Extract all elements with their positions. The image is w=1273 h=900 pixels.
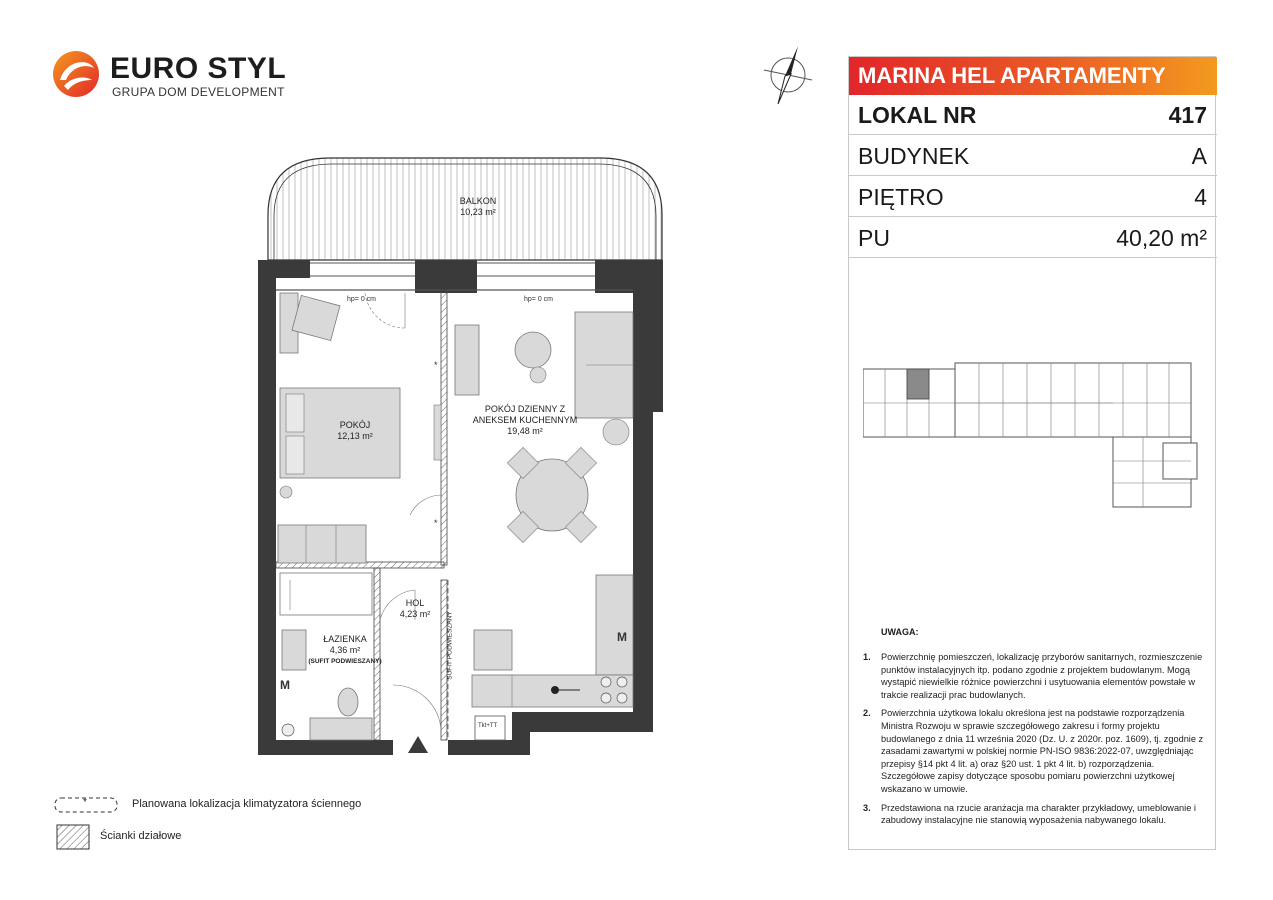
suspended-ceiling-label: SUFIT PODWIESZANY — [446, 611, 454, 680]
note-2-text: Powierzchnia użytkowa lokalu określona jest na podstawie rozporządzenia Ministra Rozwoju w sprawie szczegółowego zakresu i formy projektu budowlanego z dnia 11 września 2020 (Dz. U. z 2020r. poz. 1609), tj. zgodnie z zasadami zawartymi w polskiej normie PN-ISO 9836:2022-07, uwzględniając przepisy §14 pkt 4 lit. a) oraz §20 ust. 1 pkt 4 lit. b) rozporządzenia. Szczegółowe zapisy dotyczące sposobu pomiaru powierzchni użytkowej wskazano w umowie. — [881, 708, 1204, 794]
floor-plan — [250, 150, 670, 760]
living-name-line2: ANEKSEM KUCHENNYM — [472, 415, 578, 425]
notes-section — [863, 627, 1209, 833]
pu-label: PU — [858, 225, 890, 251]
living-name-line1: POKÓJ DZIENNY Z — [484, 404, 566, 414]
brand-subtitle: GRUPA DOM DEVELOPMENT — [112, 85, 285, 99]
bathroom-name: ŁAZIENKA — [323, 634, 367, 644]
info-panel — [848, 56, 1216, 850]
row-budynek — [849, 136, 1217, 176]
wall-left — [258, 260, 276, 755]
note-1-number: 1. — [863, 652, 871, 662]
row-pu — [849, 218, 1217, 258]
euro-styl-logo-icon — [52, 50, 100, 98]
hall-area-value: 4,23 m² — [399, 609, 431, 619]
row-lokal — [849, 95, 1217, 135]
ac-legend-symbol: * — [83, 797, 87, 808]
budynek-label: BUDYNEK — [858, 143, 970, 169]
wall-right — [633, 412, 653, 732]
floor-plan-drawing — [250, 150, 670, 760]
meter-symbol-kitchen: M — [617, 630, 627, 644]
lokal-label: LOKAL NR — [858, 102, 977, 128]
bathroom-label — [306, 634, 384, 667]
note-3-text: Przedstawiona na rzucie aranżacja ma charakter przykładowy, umeblowanie i zabudowy instalacyjne nie stanowią wyposażenia nabywanego lokalu. — [881, 802, 1196, 826]
bedroom-label — [320, 420, 390, 442]
wall-right-upper — [633, 260, 663, 412]
bedroom-area-value: 12,13 m² — [337, 431, 373, 441]
highlighted-unit — [907, 369, 929, 399]
building-key-plan — [863, 357, 1209, 519]
note-1 — [863, 651, 1209, 701]
legend-walls — [54, 824, 414, 850]
bathroom-ceiling-note: (SUFIT PODWIESZANY) — [308, 658, 382, 665]
euro-styl-logo — [52, 50, 292, 102]
living-label — [470, 404, 580, 437]
bedroom-name: POKÓJ — [339, 420, 371, 430]
budynek-value: A — [1191, 143, 1207, 169]
hall-name: HOL — [405, 598, 425, 608]
note-2 — [863, 707, 1209, 795]
brand-name: EURO STYL — [110, 52, 287, 85]
row-pietro — [849, 177, 1217, 217]
ac-legend-text: Planowana lokalizacja klimatyzatora ściennego — [132, 798, 362, 810]
project-title: MARINA HEL APARTAMENTY — [849, 57, 1217, 95]
notes-title: UWAGA: — [881, 627, 919, 637]
ac-symbol-living: * — [434, 518, 438, 528]
living-area-value: 19,48 m² — [507, 426, 543, 436]
meter-label: Tkt+TT — [478, 723, 498, 729]
north-arrow-icon — [758, 44, 818, 106]
hatched-wall-icon — [56, 824, 90, 850]
bathroom-area-value: 4,36 m² — [329, 645, 361, 655]
balcony-label — [438, 196, 518, 218]
note-1-text: Powierzchnię pomieszczeń, lokalizację przyborów sanitarnych, rozmieszczenie punktów instalacyjnych itp. podano zgodnie z projektem budowlanym. Mogą wystąpić niewielkie różnice powierzchni i usytuowania elementów powstałe w trakcie realizacji prac budowlanych. — [881, 652, 1203, 700]
hall-label — [390, 598, 440, 620]
pietro-label: PIĘTRO — [858, 184, 944, 210]
balcony-name: BALKON — [459, 196, 497, 206]
hp-left-label: hp= 0 cm — [347, 296, 376, 303]
walls-legend-text: Ścianki działowe — [100, 830, 182, 842]
lokal-value: 417 — [1168, 102, 1207, 128]
pietro-value: 4 — [1194, 184, 1207, 210]
hp-right-label: hp= 0 cm — [524, 296, 553, 303]
note-3-number: 3. — [863, 802, 871, 813]
note-3 — [863, 802, 1209, 827]
meter-symbol-bathroom: M — [280, 678, 290, 692]
balcony-area-value: 10,23 m² — [460, 207, 496, 217]
entrance-arrow-icon — [408, 736, 428, 753]
partition-wall — [441, 290, 447, 565]
pu-value: 40,20 m² — [1116, 225, 1207, 251]
legend-ac — [54, 794, 414, 816]
note-2-number: 2. — [863, 708, 871, 719]
ac-symbol-bedroom: * — [434, 360, 438, 370]
